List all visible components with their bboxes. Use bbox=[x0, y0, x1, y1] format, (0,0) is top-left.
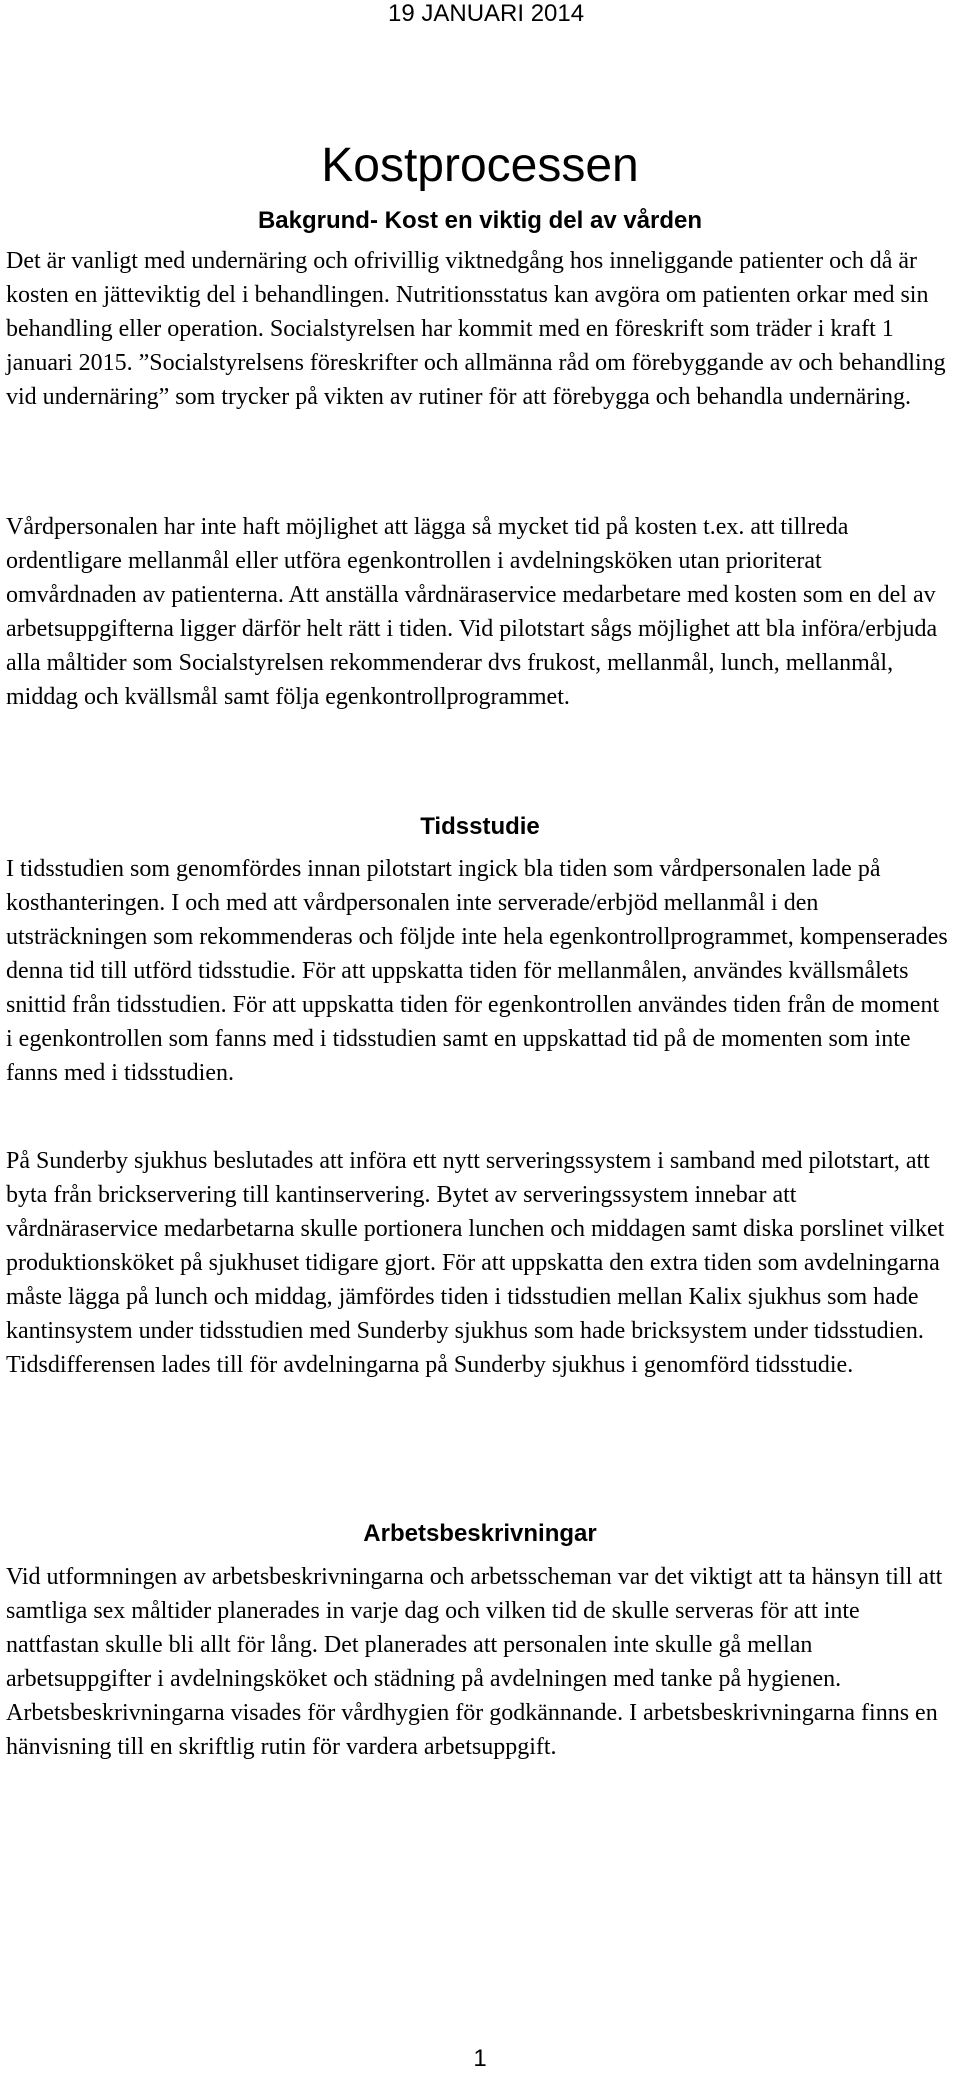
paragraph-arbetsbeskrivningar-1: Vid utformningen av arbetsbeskrivningarna och arbetsscheman var det viktigt att ta hänsyn till att samtliga sex måltider planerades in varje dag och vilken tid de skulle serveras för att inte nattfastan skulle bli allt för lång. Det planerades att personalen inte skulle gå mellan arbetsuppgifter i avdelningsköket och städning på avdelningen med tanke på hygienen. Arbetsbeskrivningarna visades för vårdhygien för godkännande. I arbetsbeskrivningarna finns en hänvisning till en skriftlig rutin för vardera arbetsuppgift. bbox=[6, 1564, 943, 1760]
section-heading-bakgrund: Bakgrund- Kost en viktig del av vården bbox=[257, 207, 703, 234]
section-heading-tidsstudie: Tidsstudie bbox=[420, 813, 540, 840]
header-date: 19 JANUARI 2014 bbox=[388, 0, 585, 27]
page-number: 1 bbox=[473, 2045, 487, 2072]
paragraph-bakgrund-1: Det är vanligt med undernäring och ofrivillig viktnedgång hos inneliggande patienter och då är kosten en jätteviktig del i behandlingen. Nutritionsstatus kan avgöra om patienten orkar med sin behandling eller operation. Socialstyrelsen har kommit med en föreskrift som träder i kraft 1 januari 2015. ”Socialstyrelsens föreskrifter och allmänna råd om förebyggande av och behandling vid undernäring” som trycker på vikten av rutiner för att förebygga och behandla undernäring. bbox=[6, 248, 946, 410]
page-title: Kostprocessen bbox=[321, 139, 639, 192]
section-heading-arbetsbeskrivningar: Arbetsbeskrivningar bbox=[363, 1520, 597, 1547]
paragraph-tidsstudie-2: På Sunderby sjukhus beslutades att införa ett nytt serveringssystem i samband med pilotstart, att byta från brickservering till kantinservering. Bytet av serveringssystem innebar att vårdnäraservice medarbetarna skulle portionera lunchen och middagen samt diska porslinet vilket produktionsköket på sjukhuset tidigare gjort. För att uppskatta den extra tiden som avdelningarna måste lägga på lunch och middag, jämfördes tiden i tidsstudien mellan Kalix sjukhus som hade kantinsystem under tidsstudien med Sunderby sjukhus som hade bricksystem under tidsstudien. Tidsdifferensen lades till för avdelningarna på Sunderby sjukhus i genomförd tidsstudie. bbox=[6, 1148, 945, 1378]
paragraph-bakgrund-2: Vårdpersonalen har inte haft möjlighet att lägga så mycket tid på kosten t.ex. att tillreda ordentligare mellanmål eller utföra egenkontrollen i avdelningsköken utan prioriterat omvårdnaden av patienterna. Att anställa vårdnäraservice medarbetare med kosten som en del av arbetsuppgifterna ligger därför helt rätt i tiden. Vid pilotstart sågs möjlighet att bla införa/erbjuda alla måltider som Socialstyrelsen rekommenderar dvs frukost, mellanmål, lunch, mellanmål, middag och kvällsmål samt följa egenkontrollprogrammet. bbox=[6, 514, 938, 710]
paragraph-tidsstudie-1: I tidsstudien som genomfördes innan pilotstart ingick bla tiden som vårdpersonalen lade på kosthanteringen. I och med att vårdpersonalen inte serverade/erbjöd mellanmål i den utsträckningen som rekommenderas och följde inte hela egenkontrollprogrammet, kompenserades denna tid till utförd tidsstudie. För att uppskatta tiden för mellanmålen, användes kvällsmålets snittid från tidsstudien. För att uppskatta tiden för egenkontrollen användes tiden från de moment i egenkontrollen som fanns med i tidsstudien samt en uppskattad tid på de momenten som inte fanns med i tidsstudien. bbox=[6, 856, 948, 1086]
